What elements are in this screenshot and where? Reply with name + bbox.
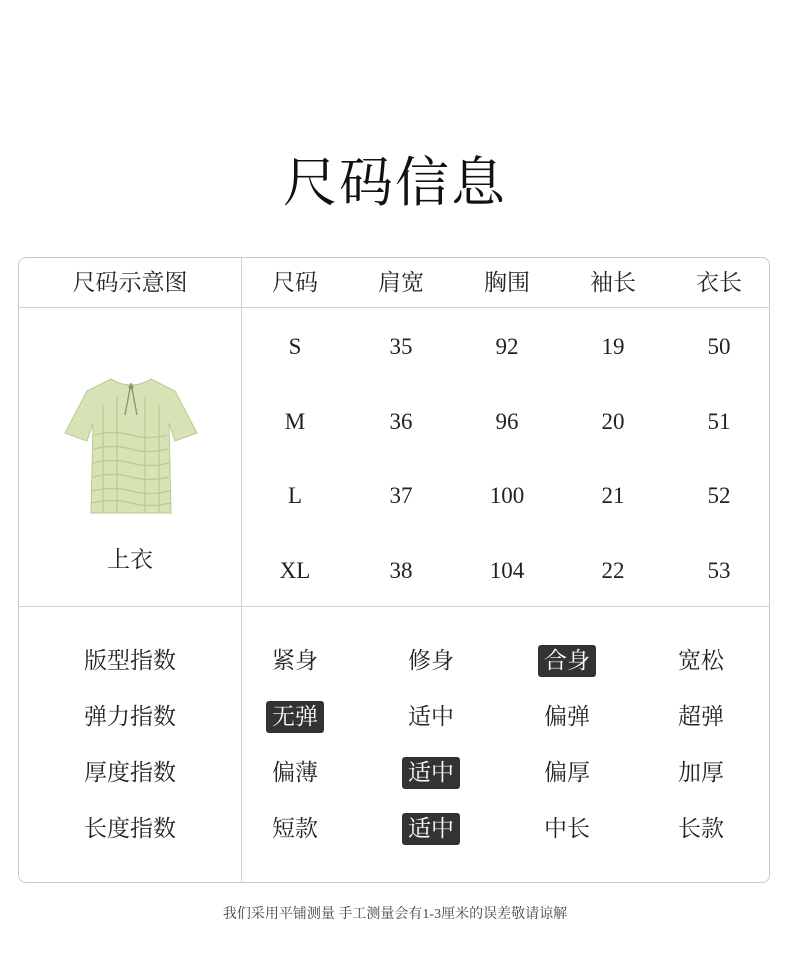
size-cell: L — [287, 483, 303, 508]
sleeve-cell: 22 — [601, 558, 625, 583]
fit-index-label: 版型指数 — [84, 648, 176, 673]
length-option: 短款 — [272, 816, 318, 841]
chest-cell: 104 — [489, 558, 525, 583]
blouse-illustration — [63, 375, 199, 515]
header-chest: 胸围 — [484, 270, 530, 295]
thickness-option: 偏厚 — [544, 760, 590, 785]
stretch-option: 超弹 — [678, 704, 724, 729]
sleeve-cell: 19 — [601, 334, 625, 359]
fit-option: 紧身 — [272, 648, 318, 673]
size-cell: XL — [279, 558, 311, 583]
column-divider — [241, 258, 242, 883]
sleeve-cell: 21 — [601, 483, 625, 508]
shoulder-cell: 37 — [389, 483, 413, 508]
size-cell: S — [288, 334, 302, 359]
shoulder-cell: 38 — [389, 558, 413, 583]
header-divider — [19, 307, 770, 308]
chest-cell: 96 — [495, 409, 519, 434]
measurement-note: 我们采用平铺测量 手工测量会有1-3厘米的误差敬请谅解 — [222, 907, 568, 922]
stretch-option-selected: 无弹 — [255, 701, 335, 733]
length-cell: 50 — [707, 334, 731, 359]
diagram-header: 尺码示意图 — [72, 270, 188, 295]
header-size: 尺码 — [272, 270, 318, 295]
thickness-option: 加厚 — [678, 760, 724, 785]
length-cell: 53 — [707, 558, 731, 583]
length-cell: 52 — [707, 483, 731, 508]
length-index-label: 长度指数 — [84, 816, 176, 841]
fit-option: 修身 — [408, 648, 454, 673]
stretch-index-label: 弹力指数 — [84, 704, 176, 729]
length-option: 长款 — [678, 816, 724, 841]
stretch-option: 偏弹 — [544, 704, 590, 729]
fit-option-selected: 合身 — [527, 645, 607, 677]
garment-label: 上衣 — [107, 547, 153, 572]
shoulder-cell: 35 — [389, 334, 413, 359]
sleeve-cell: 20 — [601, 409, 625, 434]
section-divider — [19, 606, 770, 607]
header-sleeve: 袖长 — [590, 270, 636, 295]
header-length: 衣长 — [696, 270, 742, 295]
length-option-selected: 适中 — [391, 813, 471, 845]
size-cell: M — [284, 409, 306, 434]
chest-cell: 100 — [489, 483, 525, 508]
header-shoulder: 肩宽 — [378, 270, 424, 295]
fit-option: 宽松 — [678, 648, 724, 673]
thickness-option-selected: 适中 — [391, 757, 471, 789]
thickness-index-label: 厚度指数 — [84, 760, 176, 785]
stretch-option: 适中 — [408, 704, 454, 729]
length-option: 中长 — [544, 816, 590, 841]
thickness-option: 偏薄 — [272, 760, 318, 785]
size-info-card — [18, 257, 770, 883]
shoulder-cell: 36 — [389, 409, 413, 434]
page-title: 尺码信息 — [283, 153, 507, 213]
chest-cell: 92 — [495, 334, 519, 359]
length-cell: 51 — [707, 409, 731, 434]
